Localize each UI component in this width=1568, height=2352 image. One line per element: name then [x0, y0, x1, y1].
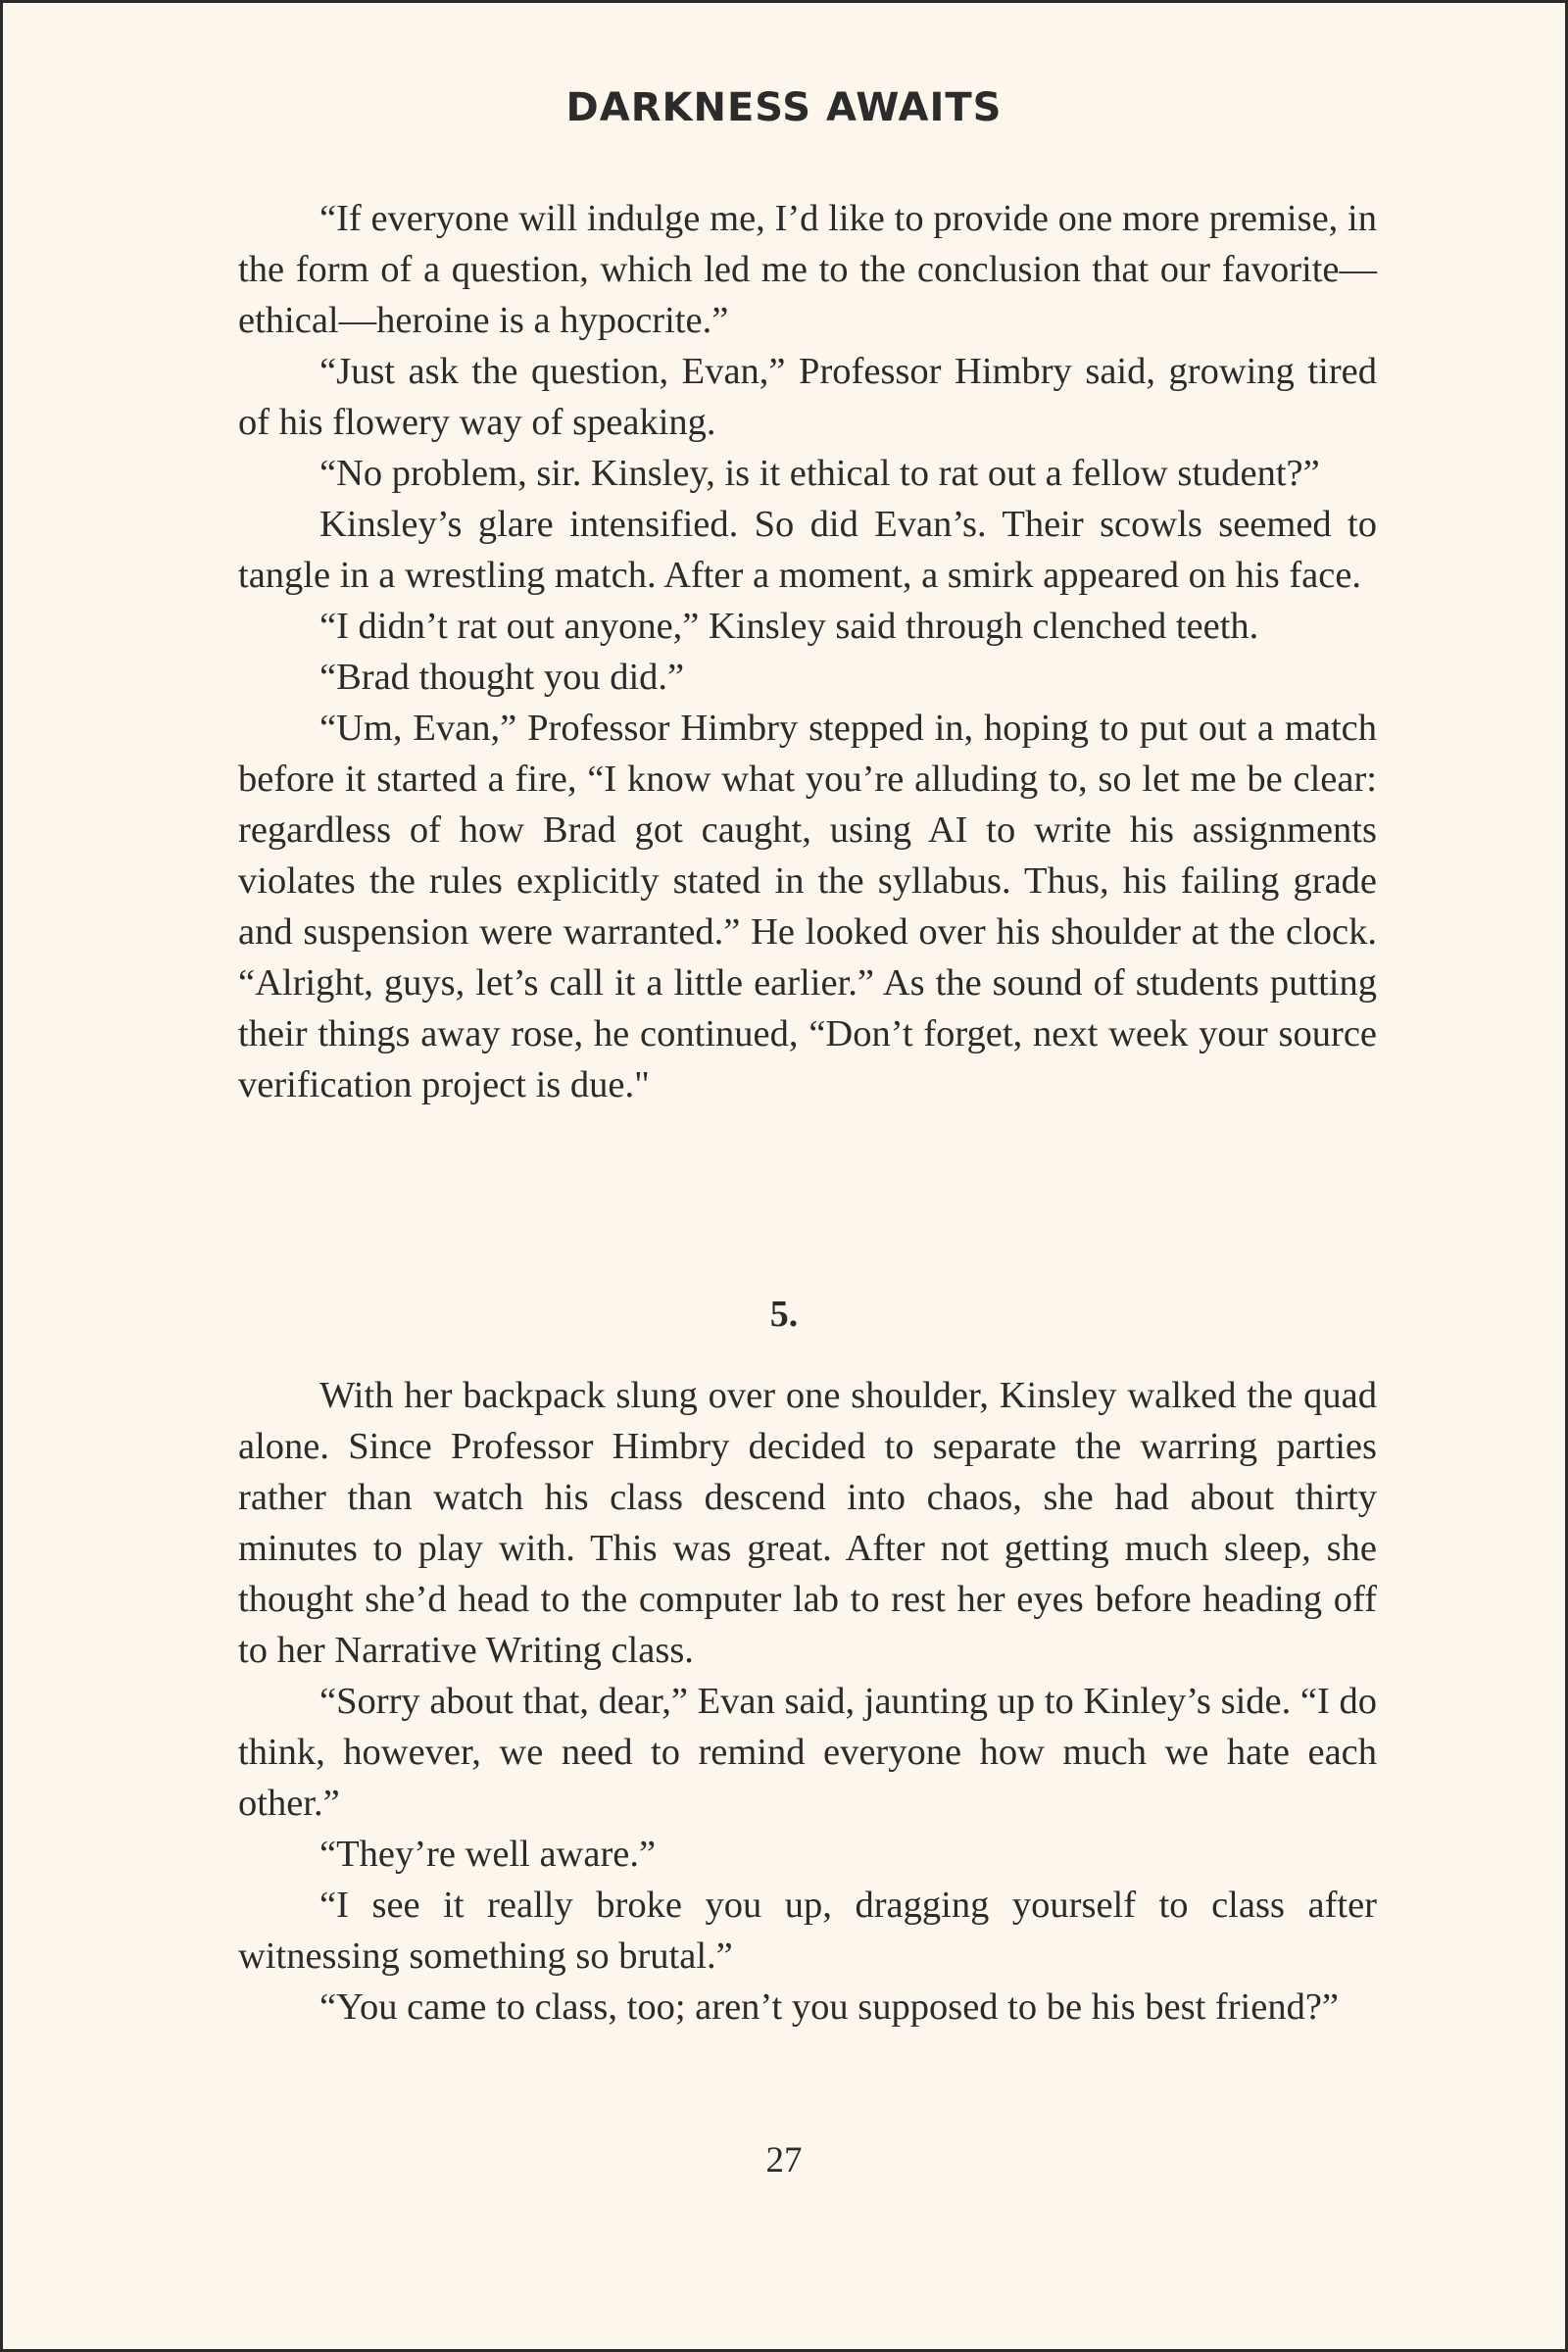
- paragraph: “You came to class, too; aren’t you supposed to be his best friend?”: [319, 1986, 1340, 2028]
- paragraph: “If everyone will indulge me, I’d like to provide one more premise, in the form of a question, which led me to the conclusion that our favorite—ethical—heroine is a hypocrite.”: [238, 198, 1377, 341]
- paragraph: Kinsley’s glare intensified. So did Evan’s. Their scowls seemed to tangle in a wrestling match. After a moment, a smirk appeared on his face.: [238, 504, 1377, 596]
- chapter-number: 5.: [769, 1294, 799, 1335]
- paragraph: “Just ask the question, Evan,” Professor Himbry said, growing tired of his flowery way of speaking.: [238, 351, 1377, 443]
- paragraph: “Sorry about that, dear,” Evan said, jaunting up to Kinley’s side. “I do think, however, we need to remind everyone how much we hate each other.”: [238, 1681, 1377, 1824]
- paragraph: “They’re well aware.”: [319, 1834, 657, 1875]
- paragraph: “No problem, sir. Kinsley, is it ethical to rat out a fellow student?”: [319, 453, 1320, 494]
- paragraph: “Um, Evan,” Professor Himbry stepped in, hoping to put out a match before it started a fire, “I know what you’re alluding to, so let me be clear: regardless of how Brad got caught, using AI to write his assignments violates the rules explicitly stated in the syllabus. Thus, his failing grade and suspension were warranted.” He looked over his shoulder at the clock. “Alright, guys, let’s call it a little earlier.” As the sound of students putting their things away rose, he continued, “Don’t forget, next week your source verification project is due.": [238, 708, 1377, 1105]
- running-title: DARKNESS AWAITS: [565, 85, 1003, 130]
- text-block-2: [238, 1370, 1377, 2033]
- page-number: 27: [765, 2140, 803, 2180]
- paragraph: “Brad thought you did.”: [319, 657, 685, 698]
- paragraph: “I see it really broke you up, dragging yourself to class after witnessing something so brutal.”: [238, 1885, 1377, 1977]
- text-block-1: [238, 193, 1377, 1110]
- paragraph: “I didn’t rat out anyone,” Kinsley said through clenched teeth.: [319, 606, 1259, 647]
- paragraph: With her backpack slung over one shoulder, Kinsley walked the quad alone. Since Professor Himbry decided to separate the warring parties rather than watch his class descend into chaos, she had about thirty minutes to play with. This was great. After not getting much sleep, she thought she’d head to the computer lab to rest her eyes before heading off to her Narrative Writing class.: [238, 1375, 1377, 1671]
